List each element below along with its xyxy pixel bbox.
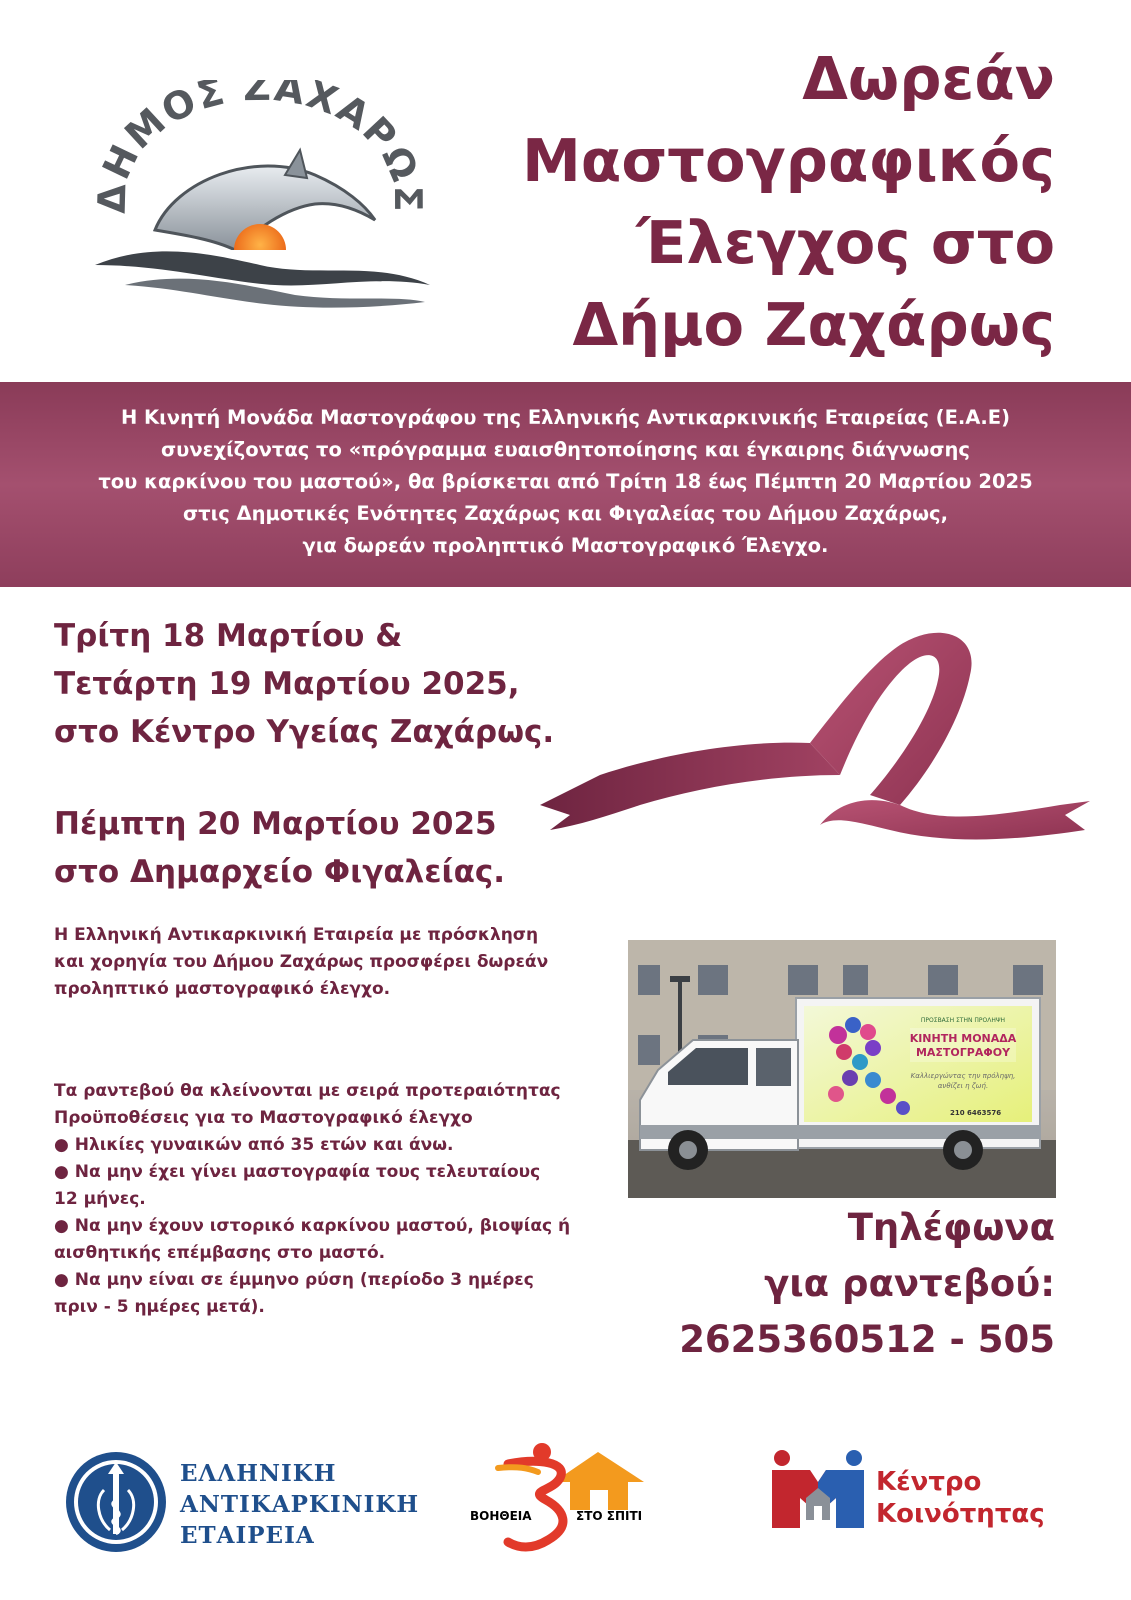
boitheia-label: ΣΤΟ ΣΠΙΤΙ bbox=[576, 1509, 643, 1523]
title-line: Δωρεάν bbox=[802, 44, 1055, 113]
announcement-line: Η Κινητή Μονάδα Μαστογράφου της Ελληνικής Αντικαρκινικής Εταιρείας (Ε.Α.Ε) bbox=[120, 406, 1011, 429]
sponsor-line: προληπτικό μαστογραφικό έλεγχο. bbox=[54, 979, 391, 999]
boitheia-house-icon bbox=[468, 1438, 698, 1558]
announcement-line: του καρκίνου του μαστού», θα βρίσκεται από Τρίτη 18 έως Πέμπτη 20 Μαρτίου 2025 bbox=[98, 470, 1033, 493]
schedule-line: στο Δημαρχείο Φιγαλείας. bbox=[54, 854, 506, 890]
boitheia-logo bbox=[468, 1438, 698, 1558]
eae-emblem-icon bbox=[64, 1450, 168, 1554]
schedule-second bbox=[54, 800, 505, 896]
eae-logo-text bbox=[180, 1458, 419, 1551]
eae-line: ΕΛΛΗΝΙΚΗ bbox=[180, 1460, 337, 1487]
requirement-item: ● Να μην έχουν ιστορικό καρκίνου μαστού, βιοψίας ή bbox=[54, 1216, 571, 1236]
contact-label: για ραντεβού: bbox=[764, 1262, 1055, 1305]
pink-ribbon bbox=[540, 625, 1110, 885]
requirement-item: 12 μήνες. bbox=[54, 1189, 146, 1209]
van-slogan: ανθίζει η ζωή. bbox=[937, 1082, 989, 1090]
requirement-item: πριν - 5 ημέρες μετά). bbox=[54, 1297, 265, 1317]
schedule-first bbox=[54, 612, 554, 756]
van-illustration bbox=[628, 940, 1056, 1198]
page-title bbox=[435, 38, 1055, 366]
announcement-line: στις Δημοτικές Ενότητες Ζαχάρως και Φιγαλείας του Δήμου Ζαχάρως, bbox=[182, 502, 949, 525]
municipality-logo bbox=[85, 80, 435, 310]
schedule-line: στο Κέντρο Υγείας Ζαχάρως. bbox=[54, 714, 555, 750]
schedule-line: Τρίτη 18 Μαρτίου & bbox=[54, 618, 403, 654]
kk-emblem bbox=[770, 1448, 866, 1530]
kk-line: Κοινότητας bbox=[876, 1499, 1045, 1529]
title-line: Δήμο Ζαχάρως bbox=[572, 290, 1055, 359]
sponsor-line: και χορηγία του Δήμου Ζαχάρως προσφέρει δωρεάν bbox=[54, 952, 549, 972]
announcement-text bbox=[40, 402, 1091, 562]
eae-line: ΑΝΤΙΚΑΡΚΙΝΙΚΗ bbox=[180, 1491, 420, 1518]
mammography-van-photo bbox=[628, 940, 1056, 1198]
dolphin-sun-logo bbox=[85, 80, 435, 310]
van-slogan: Καλλιεργώντας την πρόληψη, bbox=[910, 1072, 1016, 1080]
requirement-item: αισθητικής επέμβασης στο μαστό. bbox=[54, 1243, 386, 1263]
logo-text: ΔΗΜΟΣ ΖΑΧΑΡΩΣ bbox=[89, 80, 431, 215]
boitheia-label: ΒΟΗΘΕΙΑ bbox=[470, 1509, 532, 1523]
title-line: Μαστογραφικός bbox=[522, 126, 1055, 195]
requirements-intro: Τα ραντεβού θα κλείνονται με σειρά προτεραιότητας bbox=[54, 1081, 561, 1101]
kk-logo-text bbox=[876, 1466, 1045, 1530]
kk-emblem-icon bbox=[770, 1448, 866, 1530]
requirement-item: ● Ηλικίες γυναικών από 35 ετών και άνω. bbox=[54, 1135, 454, 1155]
requirement-item: ● Να μην είναι σε έμμηνο ρύση (περίοδο 3 ημέρες bbox=[54, 1270, 534, 1290]
ribbon-icon bbox=[540, 625, 1110, 885]
contact-label: Τηλέφωνα bbox=[847, 1206, 1055, 1249]
title-line: Έλεγχος στο bbox=[636, 208, 1055, 277]
van-title-line: ΜΑΣΤΟΓΡΑΦΟΥ bbox=[915, 1046, 1011, 1059]
eae-line: ΕΤΑΙΡΕΙΑ bbox=[180, 1522, 315, 1549]
sponsor-line: Η Ελληνική Αντικαρκινική Εταιρεία με πρόσκληση bbox=[54, 925, 539, 945]
schedule-line: Πέμπτη 20 Μαρτίου 2025 bbox=[54, 806, 497, 842]
requirement-item: ● Να μην έχει γίνει μαστογραφία τους τελευταίους bbox=[54, 1162, 541, 1182]
sponsor-note bbox=[54, 922, 548, 1003]
requirements-intro: Προϋποθέσεις για το Μαστογραφικό έλεγχο bbox=[54, 1108, 473, 1128]
announcement-line: για δωρεάν προληπτικό Μαστογραφικό Έλεγχο. bbox=[302, 534, 829, 557]
kk-line: Κέντρο bbox=[876, 1467, 982, 1497]
van-phone: 210 6463576 bbox=[950, 1109, 1002, 1117]
requirements-list bbox=[54, 1078, 570, 1321]
phone-numbers: 2625360512 - 505 bbox=[679, 1318, 1055, 1361]
schedule-line: Τετάρτη 19 Μαρτίου 2025, bbox=[54, 666, 520, 702]
eae-emblem bbox=[64, 1450, 168, 1554]
contact-block bbox=[595, 1200, 1055, 1368]
van-small-text: ΠΡΟΣΒΑΣΗ ΣΤΗΝ ΠΡΟΛΗΨΗ bbox=[920, 1017, 1006, 1024]
van-title-line: ΚΙΝΗΤΗ ΜΟΝΑΔΑ bbox=[909, 1032, 1017, 1045]
announcement-line: συνεχίζοντας το «πρόγραμμα ευαισθητοποίησης και έγκαιρης διάγνωσης bbox=[161, 438, 970, 461]
